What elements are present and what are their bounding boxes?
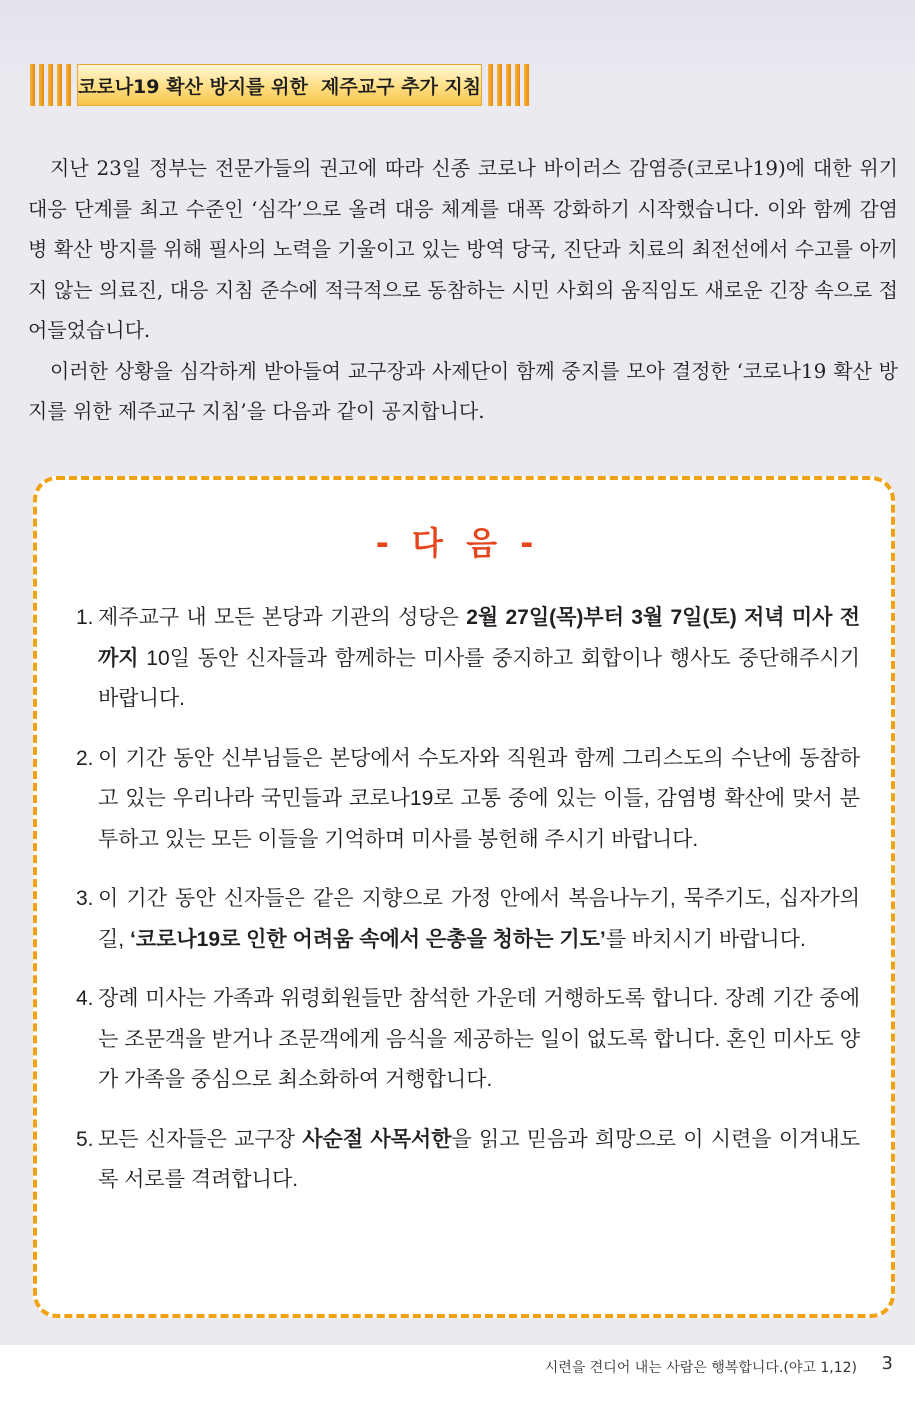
notice-item-number: 2. <box>76 746 94 770</box>
notice-item-text-post: 10일 동안 신자들과 함께하는 미사를 중지하고 회합이나 행사도 중단해주시기 바랍니다. <box>98 646 860 710</box>
notice-item-number: 5. <box>76 1127 94 1151</box>
notice-item-3 <box>76 879 860 960</box>
notice-item-bold: 2월 27일(목)부터 3월 7일(토) 저녁 미사 전까지 <box>98 606 860 670</box>
banner-stripes-right <box>488 64 529 106</box>
banner-stripes-left <box>30 64 71 106</box>
notice-heading: - 다 음 - <box>375 524 540 562</box>
page-title: 코로나19 확산 방지를 위한 제주교구 추가 지침 <box>77 64 482 106</box>
notice-item-bold: ‘코로나19로 인한 어려움 속에서 은총을 청하는 기도’ <box>129 927 606 951</box>
notice-item-1 <box>76 598 860 720</box>
notice-item-2 <box>76 739 860 861</box>
notice-item-5 <box>76 1120 860 1201</box>
notice-item-number: 3. <box>76 887 94 910</box>
notice-item-text: 장례 미사는 가족과 위령회원들만 참석한 가운데 거행하도록 합니다. 장례 기간 중에는 조문객을 받거나 조문객에게 음식을 제공하는 일이 없도록 합니다. 혼인 미사도 양가 가족을 중심으로 최소화하여 거행합니다. <box>98 987 860 1091</box>
intro-paragraph-2: 이러한 상황을 심각하게 받아들여 교구장과 사제단이 함께 중지를 모아 결정한 ‘코로나19 확산 방지를 위한 제주교구 지침’을 다음과 같이 공지합니다. <box>28 358 898 423</box>
page-number: 3 <box>881 1353 893 1374</box>
notice-item-text-post: 를 바치시기 바랍니다. <box>605 927 806 951</box>
notice-item-4 <box>76 979 860 1101</box>
notice-item-text: 제주교구 내 모든 본당과 기관의 성당은 <box>98 606 467 629</box>
footer-quote: 시련을 견디어 내는 사람은 행복합니다.(야고 1,12) <box>544 1360 857 1376</box>
notice-item-text: 이 기간 동안 신부님들은 본당에서 수도자와 직원과 함께 그리스도의 수난에 동참하고 있는 우리나라 국민들과 코로나19로 고통 중에 있는 이들, 감염병 확산에 맞서 분투하고 있는 모든 이들을 기억하며 미사를 봉헌해 주시기 바랍니다. <box>98 746 860 851</box>
notice-item-text-post: 을 읽고 믿음과 희망으로 이 시련을 이겨내도록 서로를 격려합니다. <box>98 1127 861 1191</box>
notice-item-number: 1. <box>76 606 94 629</box>
notice-item-bold: 사순절 사목서한 <box>302 1127 452 1151</box>
intro-paragraph-1: 지난 23일 정부는 전문가들의 권고에 따라 신종 코로나 바이러스 감염증(코로나19)에 대한 위기 대응 단계를 최고 수준인 ‘심각’으로 올려 대응 체계를 대폭 강화하기 시작했습니다. 이와 함께 감염병 확산 방지를 위해 필사의 노력을 기울이고 있는 방역 당국, 진단과 치료의 최전선에서 수고를 아끼지 않는 의료진, 대응 지침 준수에 적극적으로 동참하는 시민 사회의 움직임도 새로운 긴장 속으로 접어들었습니다. <box>28 156 898 342</box>
notice-item-text: 이 기간 동안 신자들은 같은 지향으로 가정 안에서 복음나누기, 묵주기도, 십자가의 길, <box>98 887 860 951</box>
notice-item-number: 4. <box>76 987 94 1010</box>
notice-list <box>76 598 860 1220</box>
title-banner <box>30 64 498 106</box>
notice-item-text: 모든 신자들은 교구장 <box>98 1127 303 1151</box>
intro-text <box>28 148 898 432</box>
